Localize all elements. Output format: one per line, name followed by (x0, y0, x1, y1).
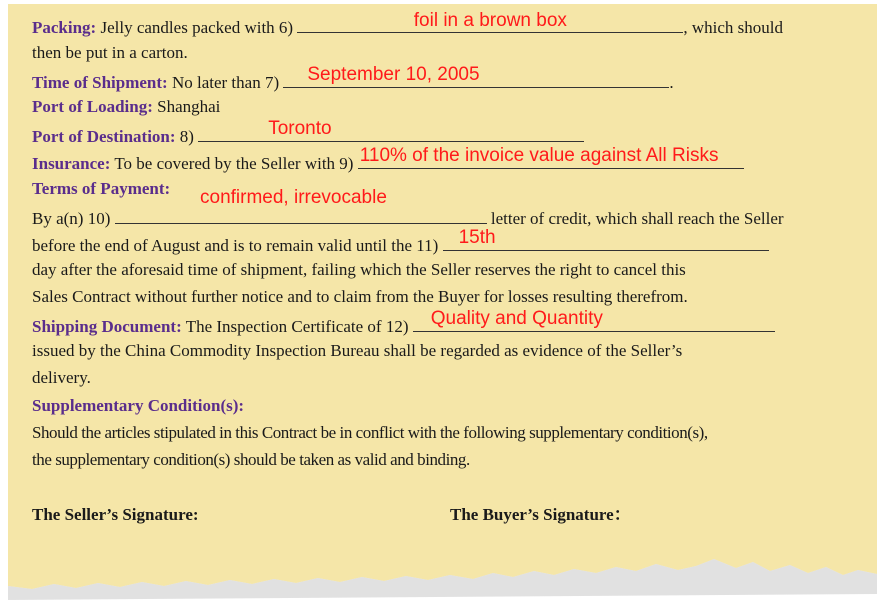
supplementary-line-1: Should the articles stipulated in this Contract be in conflict with the following supplementary condition(s), (32, 423, 708, 442)
answer-11: 15th (458, 227, 496, 248)
payment-label: Terms of Payment: (32, 179, 171, 198)
payment-line-2 (32, 227, 769, 256)
insurance-label: Insurance: (32, 154, 111, 173)
answer-10: confirmed, irrevocable (200, 187, 387, 208)
destination-pre: 8) (179, 127, 194, 146)
payment-pre: By a(n) 10) (32, 209, 111, 228)
shipping-doc-line-2: issued by the China Commodity Inspection Bureau shall be regarded as evidence of the Seller’s (32, 341, 683, 360)
insurance-pre: To be covered by the Seller with 9) (114, 154, 354, 173)
answer-12: Quality and Quantity (430, 308, 603, 329)
blank-12[interactable] (413, 308, 775, 332)
blank-7[interactable] (283, 64, 669, 88)
loading-value: Shanghai (157, 97, 221, 116)
loading-line (32, 97, 220, 117)
payment-line-4: Sales Contract without further notice and to claim from the Buyer for losses resulting therefrom. (32, 287, 688, 306)
payment-line (32, 206, 784, 229)
loading-label: Port of Loading: (32, 97, 153, 116)
supplementary-label: Supplementary Condition(s): (32, 396, 245, 415)
shipping-doc-label: Shipping Document: (32, 317, 182, 336)
packing-post: , which should (683, 18, 783, 37)
answer-7: September 10, 2005 (307, 64, 480, 85)
shipment-label: Time of Shipment: (32, 73, 168, 92)
answer-9: 110% of the invoice value against All Risks (359, 145, 719, 166)
packing-pre: Jelly candles packed with 6) (100, 18, 294, 37)
shipping-doc-pre: The Inspection Certificate of 12) (185, 317, 409, 336)
answer-8: Toronto (268, 118, 332, 139)
blank-11[interactable] (443, 227, 769, 251)
shipment-post: . (669, 73, 674, 92)
blank-8[interactable] (198, 118, 584, 142)
answer-6: foil in a brown box (413, 10, 567, 31)
shipment-line (32, 64, 674, 93)
supplementary-label-line (32, 396, 244, 416)
buyer-signature-label: The Buyer’s Signature： (450, 505, 631, 524)
payment-line-3: day after the aforesaid time of shipment, failing which the Seller reserves the right to cancel this (32, 260, 686, 279)
destination-line (32, 118, 584, 147)
shipment-pre: No later than 7) (171, 73, 280, 92)
payment-post: letter of credit, which shall reach the Seller (490, 209, 784, 228)
shipping-doc-line (32, 308, 775, 337)
packing-cont-line: then be put in a carton. (32, 43, 188, 62)
payment-label-line (32, 179, 170, 199)
packing-label: Packing: (32, 18, 97, 37)
blank-9[interactable] (358, 145, 744, 169)
insurance-line (32, 145, 744, 174)
payment-line2-pre: before the end of August and is to remain valid until the 11) (32, 236, 439, 255)
shipping-doc-line-3: delivery. (32, 368, 91, 387)
packing-line (32, 10, 783, 38)
destination-label: Port of Destination: (32, 127, 176, 146)
seller-signature-label: The Seller’s Signature: (32, 505, 199, 524)
blank-10[interactable] (115, 206, 487, 224)
supplementary-line-2: the supplementary condition(s) should be taken as valid and binding. (32, 450, 470, 469)
blank-6[interactable] (297, 10, 683, 33)
